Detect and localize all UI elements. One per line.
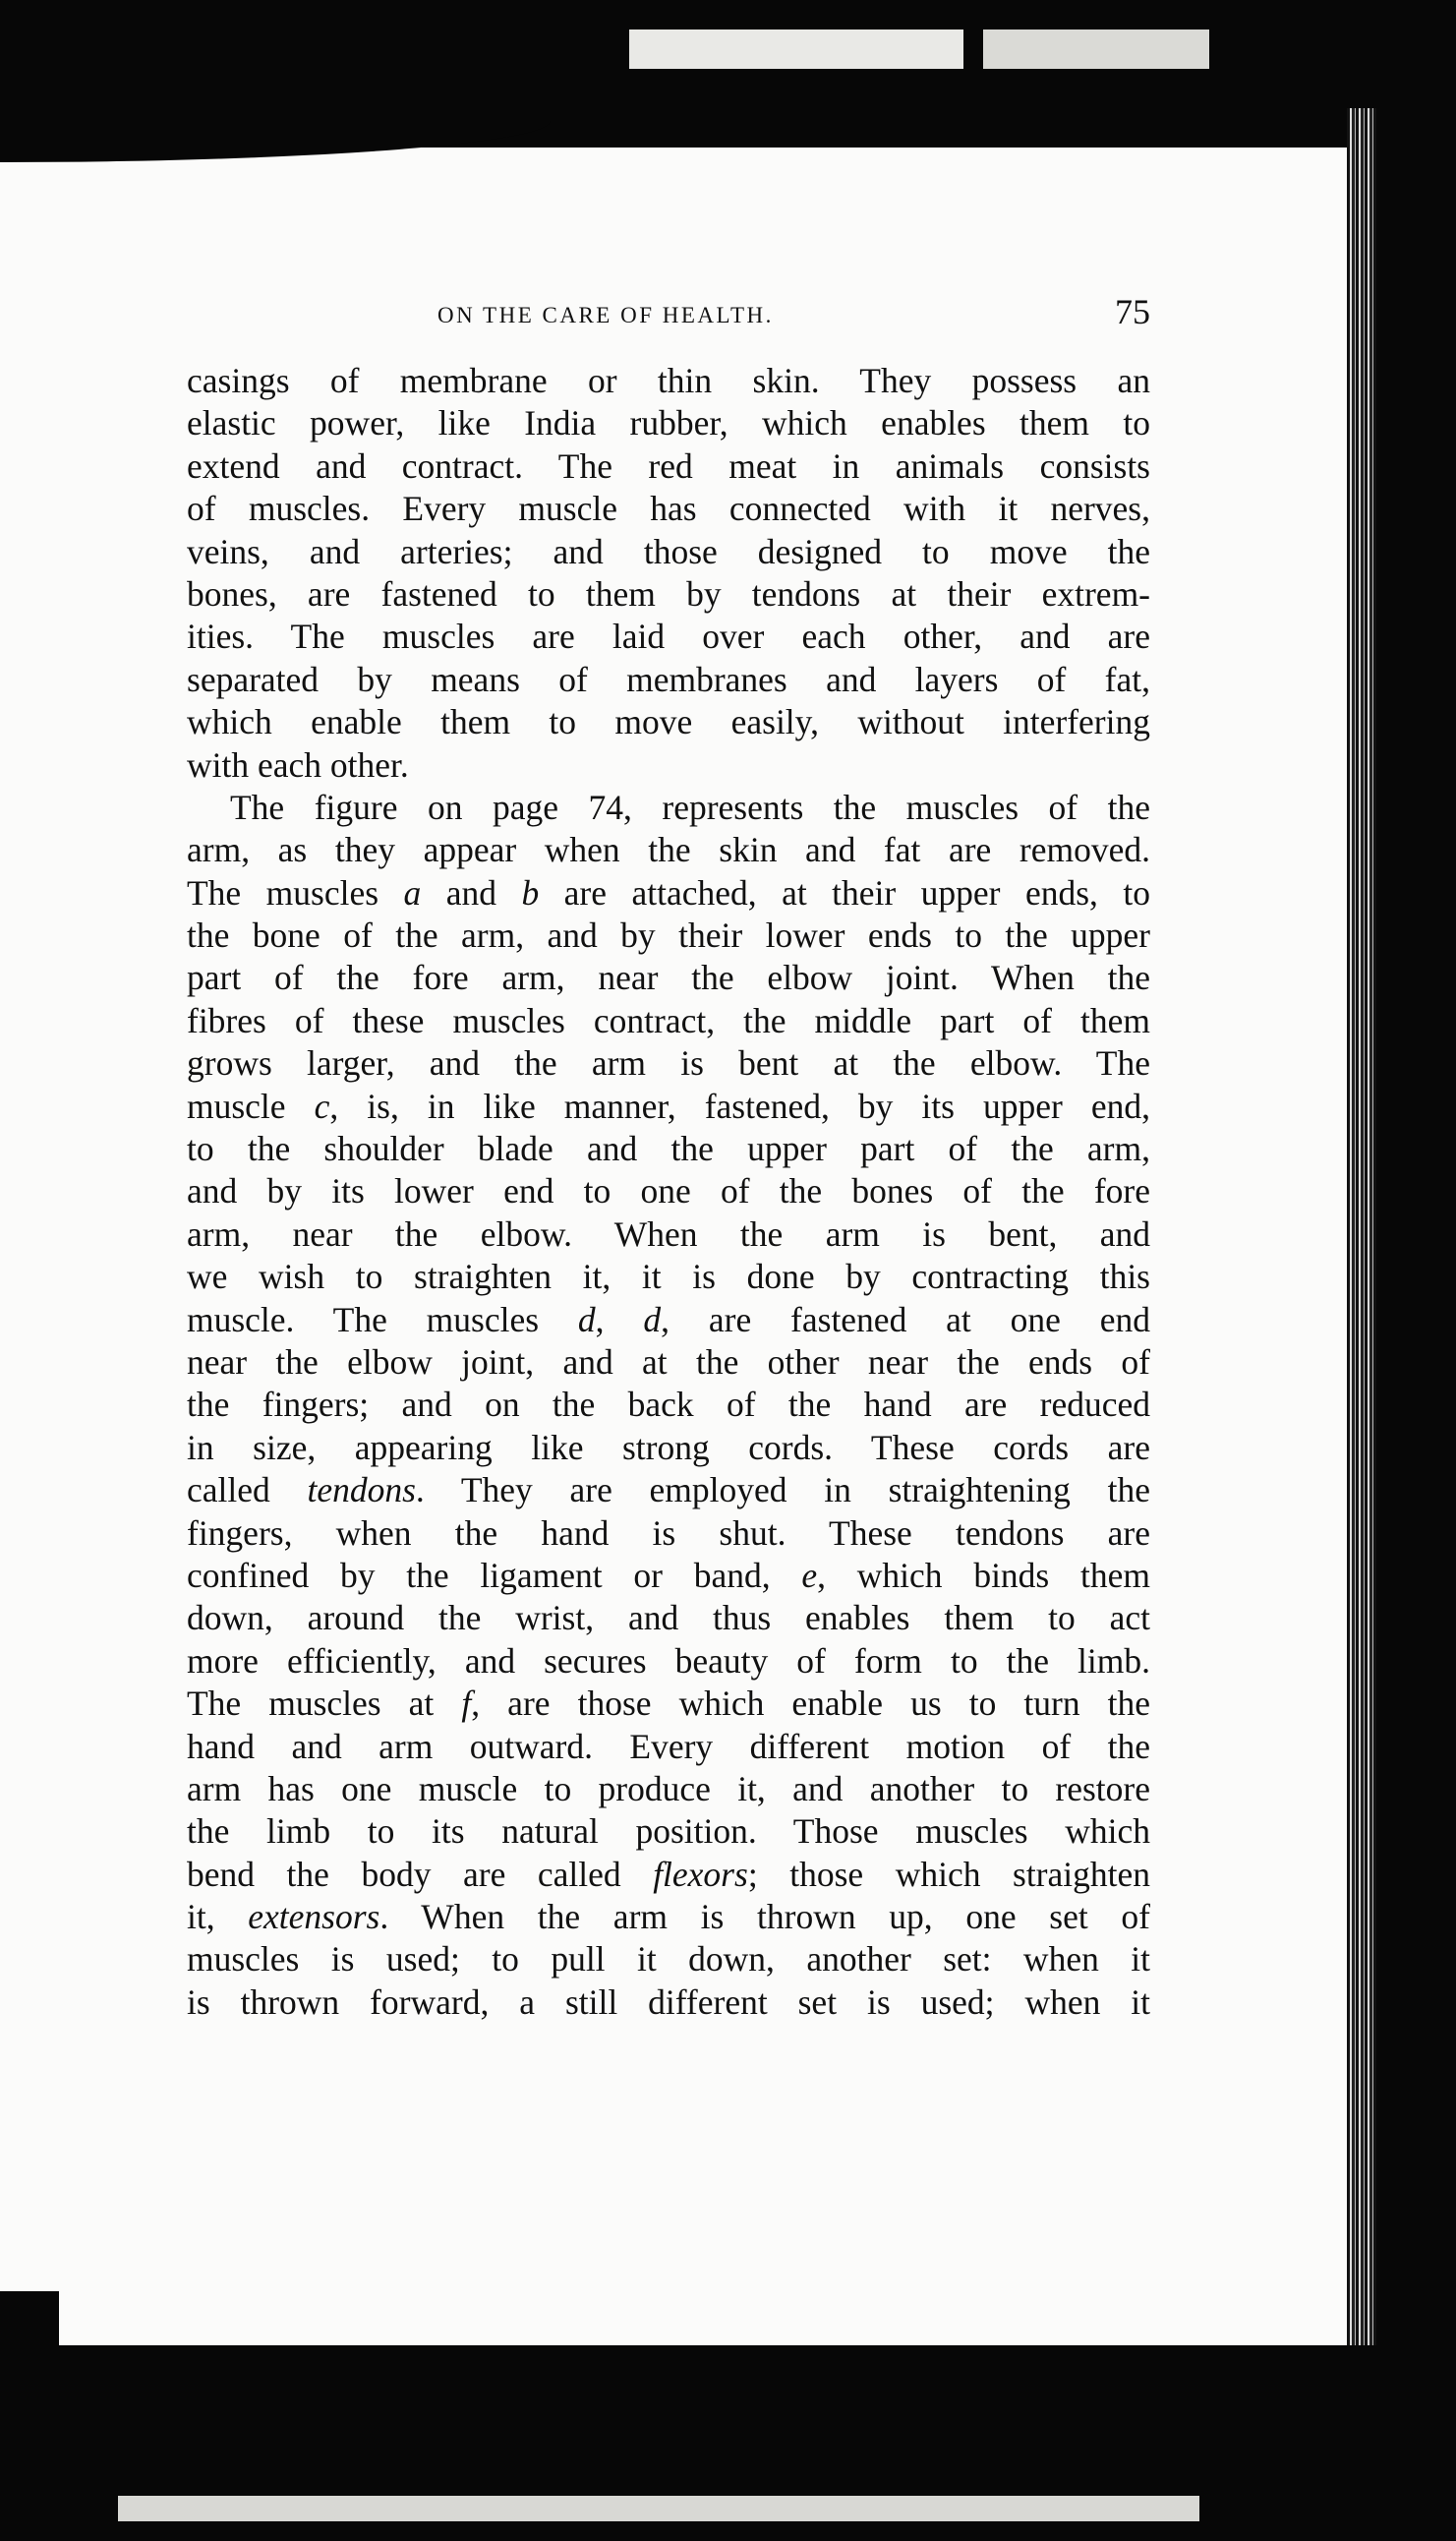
- text-line: the fingers; and on the back of the hand are reduced: [187, 1385, 1150, 1425]
- paragraph: [187, 787, 1150, 2024]
- text-line: confined by the ligament or band, e, which binds them: [187, 1555, 1150, 1595]
- text-line: muscles is used; to pull it down, another set: when it: [187, 1939, 1150, 1980]
- text-line: near the elbow joint, and at the other near the ends of: [187, 1341, 1150, 1382]
- scan-paper-edge: [118, 2496, 1199, 2521]
- text-line: the limb to its natural position. Those muscles which: [187, 1811, 1150, 1852]
- text-line: of muscles. Every muscle has connected with it nerves,: [187, 489, 1150, 529]
- text-line: separated by means of membranes and layers of fat,: [187, 659, 1150, 699]
- text-line: The muscles at f, are those which enable us to turn the: [187, 1684, 1150, 1724]
- text-line: to the shoulder blade and the upper part of the arm,: [187, 1129, 1150, 1169]
- text-line: elastic power, like India rubber, which enables them to: [187, 403, 1150, 443]
- text-line: arm has one muscle to produce it, and another to restore: [187, 1768, 1150, 1808]
- text-line: which enable them to move easily, without interfering: [187, 702, 1150, 742]
- page-number: 75: [1115, 292, 1150, 331]
- text-line: the bone of the arm, and by their lower ends to the upper: [187, 916, 1150, 956]
- scan-paper-edge: [629, 30, 963, 69]
- text-line: arm, as they appear when the skin and fat are removed.: [187, 830, 1150, 870]
- text-line: down, around the wrist, and thus enables them to act: [187, 1598, 1150, 1638]
- text-line: veins, and arteries; and those designed to move the: [187, 531, 1150, 571]
- text-line: in size, appearing like strong cords. These cords are: [187, 1427, 1150, 1467]
- page-content: [187, 285, 1150, 2024]
- scan-border-top-curl: [0, 93, 551, 162]
- text-line: ities. The muscles are laid over each other, and are: [187, 617, 1150, 657]
- text-line: fibres of these muscles contract, the middle part of them: [187, 1000, 1150, 1040]
- text-line: bend the body are called flexors; those which straighten: [187, 1854, 1150, 1894]
- text-line: The muscles a and b are attached, at their upper ends, to: [187, 872, 1150, 913]
- text-line: is thrown forward, a still different set is used; when it: [187, 1981, 1150, 2022]
- text-line: muscle. The muscles d, d, are fastened at one end: [187, 1299, 1150, 1339]
- text-line: it, extensors. When the arm is thrown up, one set of: [187, 1897, 1150, 1937]
- scan-border-left: [0, 2291, 59, 2541]
- text-line: fingers, when the hand is shut. These tendons are: [187, 1512, 1150, 1553]
- text-line: grows larger, and the arm is bent at the elbow. The: [187, 1043, 1150, 1084]
- text-line: part of the fore arm, near the elbow joint. When the: [187, 958, 1150, 998]
- text-line: casings of membrane or thin skin. They possess an: [187, 361, 1150, 400]
- text-line: we wish to straighten it, it is done by contracting this: [187, 1257, 1150, 1297]
- running-head: [187, 285, 1150, 344]
- scan-paper-edge: [983, 30, 1209, 69]
- text-line: arm, near the elbow. When the arm is bent, and: [187, 1213, 1150, 1254]
- scan-border-right: [1376, 0, 1456, 2541]
- text-line: muscle c, is, in like manner, fastened, by its upper end,: [187, 1086, 1150, 1126]
- running-title: ON THE CARE OF HEALTH.: [437, 303, 774, 327]
- text-line: extend and contract. The red meat in animals consists: [187, 445, 1150, 486]
- text-line: with each other.: [187, 744, 409, 785]
- paragraph: [187, 360, 1150, 787]
- body-text: [187, 360, 1150, 2024]
- text-line: hand and arm outward. Every different motion of the: [187, 1726, 1150, 1766]
- text-line: and by its lower end to one of the bones of the fore: [187, 1171, 1150, 1211]
- text-line: more efficiently, and secures beauty of form to the limb.: [187, 1640, 1150, 1681]
- text-line: called tendons. They are employed in straightening the: [187, 1470, 1150, 1510]
- text-line: bones, are fastened to them by tendons at their extrem-: [187, 573, 1150, 614]
- text-line: The figure on page 74, represents the muscles of the: [230, 787, 1150, 827]
